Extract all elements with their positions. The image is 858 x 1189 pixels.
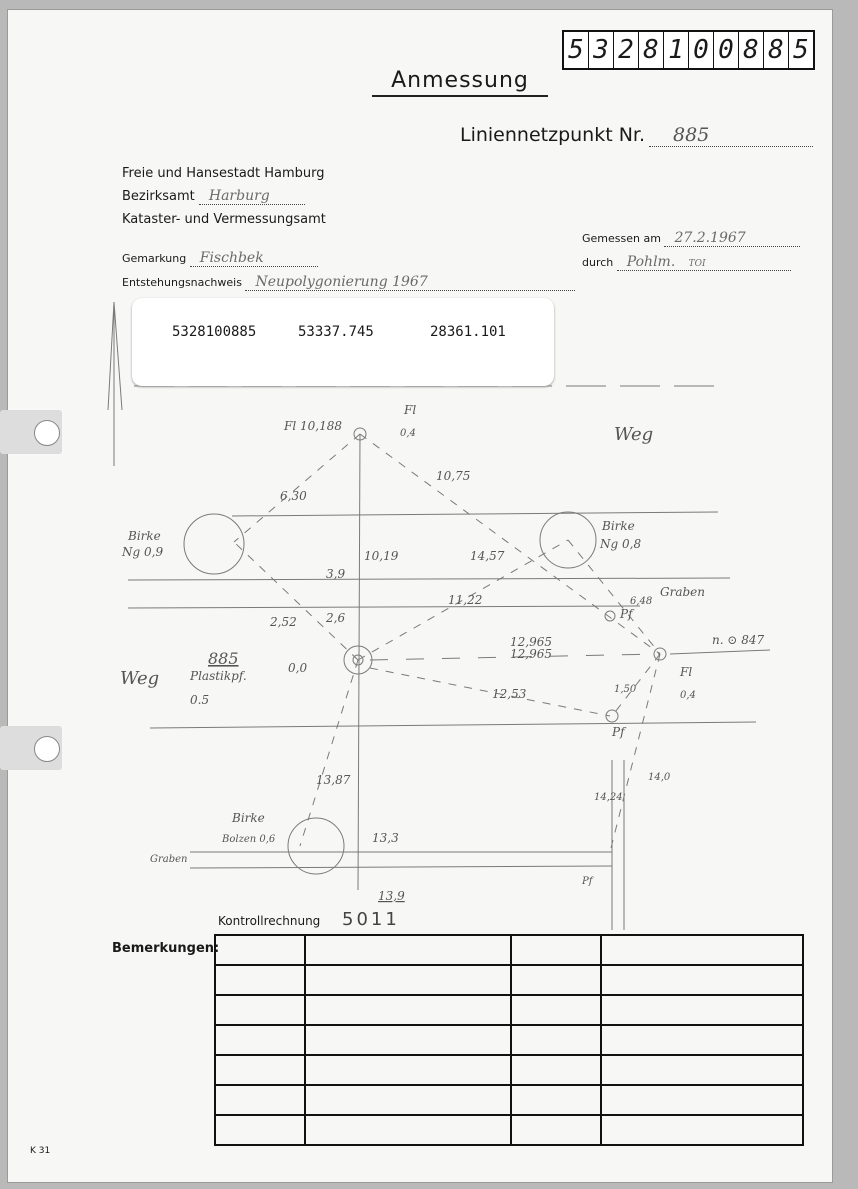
label-d-12965a: 12,965 bbox=[510, 635, 552, 649]
label-d-1253: 12,53 bbox=[492, 687, 527, 701]
sticker-coord1: 53337.745 bbox=[298, 324, 374, 340]
kontrollrechnung-label: Kontrollrechnung bbox=[218, 914, 321, 928]
label-d-39: 3,9 bbox=[326, 567, 346, 581]
id-digit: 2 bbox=[614, 32, 639, 68]
label-pf-upper: Pf bbox=[620, 607, 633, 621]
label-birke-left: Birke bbox=[128, 529, 161, 543]
table-cell[interactable] bbox=[305, 1085, 511, 1115]
label-birke-left-ng: Ng 0,9 bbox=[122, 545, 164, 559]
label-d-1387: 13,87 bbox=[316, 773, 351, 787]
label-pf-lower: Pf bbox=[612, 725, 625, 739]
table-cell[interactable] bbox=[305, 1115, 511, 1145]
gemarkung-value: Fischbek bbox=[190, 250, 318, 267]
id-digit: 0 bbox=[689, 32, 714, 68]
label-birke-right: Birke bbox=[602, 519, 635, 533]
measure-line bbox=[300, 660, 358, 846]
gemarkung-label: Gemarkung bbox=[122, 252, 187, 265]
label-d-1122: 11,22 bbox=[448, 593, 483, 607]
sticker-coord2: 28361.101 bbox=[430, 324, 506, 340]
label-fl-top: Fl 10,188 bbox=[284, 419, 342, 433]
bezirksamt-value: Harburg bbox=[199, 188, 305, 205]
label-d-26: 2,6 bbox=[326, 611, 346, 625]
authority-line3: Kataster- und Vermessungsamt bbox=[122, 212, 326, 227]
table-cell[interactable] bbox=[305, 1025, 511, 1055]
label-d-140: 14,0 bbox=[648, 772, 671, 783]
table-cell[interactable] bbox=[511, 1115, 601, 1145]
measure-line bbox=[234, 434, 360, 542]
entstehung-value: Neupolygonierung 1967 bbox=[245, 274, 575, 291]
table-cell[interactable] bbox=[601, 1085, 803, 1115]
table-row bbox=[215, 965, 803, 995]
label-bolzen: Bolzen 0,6 bbox=[222, 834, 276, 845]
table-cell[interactable] bbox=[215, 935, 305, 965]
table-cell[interactable] bbox=[511, 1025, 601, 1055]
table-cell[interactable] bbox=[511, 935, 601, 965]
coordinate-sticker bbox=[132, 298, 554, 386]
label-d-1457: 14,57 bbox=[470, 549, 505, 563]
label-d-139: 13,9 bbox=[378, 889, 405, 903]
table-cell[interactable] bbox=[511, 1055, 601, 1085]
label-birke-right-ng: Ng 0,8 bbox=[600, 537, 642, 551]
liniennetzpunkt-label: Liniennetzpunkt Nr. bbox=[460, 124, 646, 146]
gemessen-value: 27.2.1967 bbox=[664, 230, 800, 247]
table-row bbox=[215, 1055, 803, 1085]
gemessen-label: Gemessen am bbox=[582, 232, 661, 245]
label-pf-bottom: Pf bbox=[582, 876, 593, 887]
label-d-133: 13,3 bbox=[372, 831, 399, 845]
table-row bbox=[215, 1085, 803, 1115]
label-graben-bottom: Graben bbox=[150, 854, 188, 865]
label-d-252: 2,52 bbox=[270, 615, 297, 629]
label-birke-bottom: Birke bbox=[232, 811, 265, 825]
label-plastikpf: Plastikpf. bbox=[190, 669, 247, 683]
page-title: Anmessung bbox=[372, 68, 548, 97]
label-fl-right-val: 0,4 bbox=[680, 690, 696, 701]
label-graben-right: Graben bbox=[660, 585, 705, 599]
table-cell[interactable] bbox=[215, 1055, 305, 1085]
ditch-line-bottom bbox=[190, 866, 612, 868]
id-digit: 1 bbox=[664, 32, 689, 68]
id-digit: 8 bbox=[639, 32, 664, 68]
fence-lower bbox=[150, 722, 756, 728]
table-cell[interactable] bbox=[305, 935, 511, 965]
authority-line1: Freie und Hansestadt Hamburg bbox=[122, 166, 325, 181]
baseline-vertical bbox=[358, 434, 360, 890]
table-cell[interactable] bbox=[601, 1115, 803, 1145]
table-cell[interactable] bbox=[511, 995, 601, 1025]
table-row bbox=[215, 995, 803, 1025]
label-pt885: 885 bbox=[208, 649, 239, 668]
label-d-00: 0,0 bbox=[288, 661, 308, 675]
table-cell[interactable] bbox=[601, 1025, 803, 1055]
table-cell[interactable] bbox=[215, 1025, 305, 1055]
durch-suffix: TOI bbox=[688, 259, 706, 269]
table-cell[interactable] bbox=[601, 995, 803, 1025]
label-d-1075: 10,75 bbox=[436, 469, 471, 483]
id-digit: 5 bbox=[793, 35, 809, 65]
table-cell[interactable] bbox=[305, 995, 511, 1025]
form-code: K 31 bbox=[30, 1146, 51, 1156]
bemerkungen-label: Bemerkungen: bbox=[112, 941, 220, 956]
label-d-1424: 14,24 bbox=[594, 792, 623, 803]
table-row bbox=[215, 1115, 803, 1145]
measure-line bbox=[370, 668, 610, 716]
id-digit: 0 bbox=[714, 32, 739, 68]
table-cell[interactable] bbox=[601, 935, 803, 965]
label-d-05: 0.5 bbox=[190, 693, 210, 707]
table-cell[interactable] bbox=[215, 995, 305, 1025]
label-d-630: 6,30 bbox=[280, 489, 307, 503]
label-fl-right: Fl bbox=[680, 665, 693, 679]
ditch-line bbox=[128, 578, 730, 580]
table-cell[interactable] bbox=[215, 1115, 305, 1145]
table-cell[interactable] bbox=[215, 1085, 305, 1115]
table-cell[interactable] bbox=[305, 965, 511, 995]
table-row bbox=[215, 1025, 803, 1055]
label-d-12965b: 12,965 bbox=[510, 647, 552, 661]
table-cell[interactable] bbox=[601, 1055, 803, 1085]
label-fl-top-frac-val: 0,4 bbox=[400, 428, 416, 439]
table-cell[interactable] bbox=[215, 965, 305, 995]
durch-signature: Pohlm. bbox=[626, 254, 676, 270]
id-digit: 8 bbox=[739, 32, 764, 68]
label-d-150: 1,50 bbox=[614, 684, 637, 695]
fence-upper bbox=[232, 512, 718, 516]
rod-line bbox=[114, 302, 122, 410]
label-d-1019: 10,19 bbox=[364, 549, 399, 563]
point-pf-upper bbox=[605, 611, 615, 621]
ditch-line bbox=[128, 606, 640, 608]
table-cell[interactable] bbox=[511, 1085, 601, 1115]
label-d-648: 6,48 bbox=[630, 596, 653, 607]
id-digit: 3 bbox=[589, 32, 614, 68]
durch-label: durch bbox=[582, 256, 614, 269]
label-weg-top: Weg bbox=[614, 424, 654, 445]
sticker-point-id: 5328100885 bbox=[172, 324, 257, 340]
table-cell[interactable] bbox=[601, 965, 803, 995]
liniennetzpunkt-value: 885 bbox=[649, 124, 813, 147]
label-n847: n. ⊙ 847 bbox=[712, 633, 765, 647]
table-cell[interactable] bbox=[511, 965, 601, 995]
label-fl-top-frac: Fl bbox=[404, 403, 417, 417]
measure-line bbox=[234, 542, 358, 660]
remarks-table bbox=[214, 934, 804, 1146]
rod-line bbox=[108, 302, 114, 410]
id-digit: 5 bbox=[564, 32, 589, 68]
tree-birke-left bbox=[184, 514, 244, 574]
kontrollrechnung-value: 5011 bbox=[342, 909, 400, 930]
label-weg-left: Weg bbox=[120, 668, 160, 689]
tree-birke-bottom bbox=[288, 818, 344, 874]
direction-arrow bbox=[670, 650, 770, 654]
id-digit: 8 bbox=[764, 32, 789, 68]
entstehung-label: Entstehungsnachweis bbox=[122, 276, 242, 289]
table-row bbox=[215, 935, 803, 965]
table-cell[interactable] bbox=[305, 1055, 511, 1085]
bezirksamt-label: Bezirksamt bbox=[122, 189, 195, 204]
